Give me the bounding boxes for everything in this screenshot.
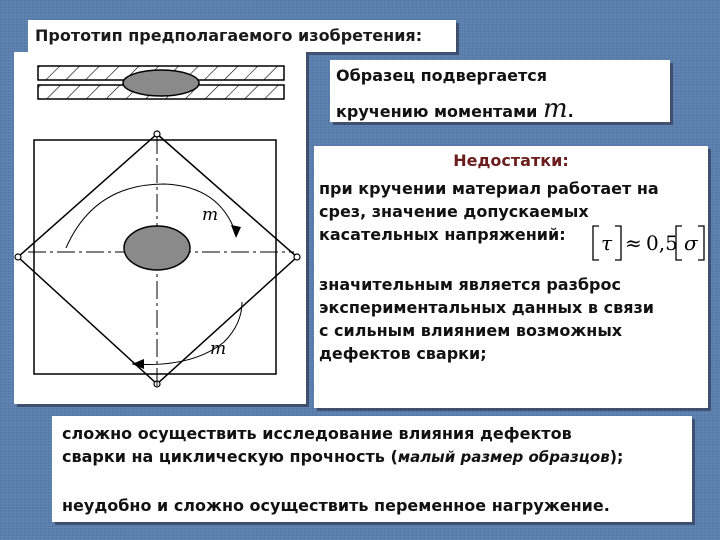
side-view-weld: [123, 70, 199, 96]
drawbacks-panel: [314, 146, 708, 408]
slide-title: Прототип предполагаемого изобретения:: [35, 26, 423, 45]
diamond-corner-left: [15, 254, 21, 260]
drawback2-line3: с сильным влиянием возможных: [319, 321, 623, 340]
drawback1-line1: при кручении материал работает на: [319, 179, 659, 198]
specimen-diagram: [14, 52, 306, 404]
bottom-note-line3: неудобно и сложно осуществить переменное нагружение.: [62, 496, 610, 515]
bottom-note-line1: сложно осуществить исследование влияния дефектов: [62, 424, 572, 443]
sample-line2-suffix: .: [567, 102, 574, 121]
drawback2-line4: дефектов сварки;: [319, 344, 487, 363]
sample-line2-prefix: кручению моментами: [336, 102, 538, 121]
sample-description-line2: [336, 94, 574, 124]
sample-description-panel: [330, 60, 670, 122]
bottom-line2-prefix: сварки на циклическую прочность (: [62, 447, 398, 466]
formula-bracket-left-1: [593, 226, 599, 260]
bottom-note-line2: [62, 447, 623, 466]
drawback2-line1: значительным является разброс: [319, 275, 621, 294]
moment-symbol: m: [542, 94, 568, 124]
specimen-drawing: [14, 52, 306, 404]
drawbacks-heading: Недостатки:: [453, 151, 569, 170]
drawback1-line3: касательных напряжений:: [319, 225, 566, 244]
sample-description-line1: Образец подвергается: [336, 66, 548, 85]
diamond-corner-right: [294, 254, 300, 260]
bottom-line2-suffix: );: [609, 447, 624, 466]
formula-approx: ≈: [625, 231, 642, 255]
moment-label-lower: m: [210, 339, 227, 359]
title-panel: [28, 20, 456, 52]
formula-sigma: σ: [684, 231, 698, 255]
formula-bracket-right-1: [615, 226, 621, 260]
stress-formula: [586, 220, 708, 268]
small-sample-size-note: малый размер образцов: [397, 448, 610, 466]
drawback2-line2: экспериментальных данных в связи: [319, 298, 654, 317]
moment-label-upper: m: [202, 205, 219, 225]
formula-bracket-right-2: [698, 226, 704, 260]
bottom-notes-panel: [52, 416, 692, 522]
formula-coefficient: 0,5: [646, 231, 678, 255]
formula-tau: τ: [601, 231, 613, 255]
drawback1-line2: срез, значение допускаемых: [319, 202, 589, 221]
plan-view-weld: [124, 226, 190, 270]
moment-arrowhead-upper: [231, 225, 241, 238]
